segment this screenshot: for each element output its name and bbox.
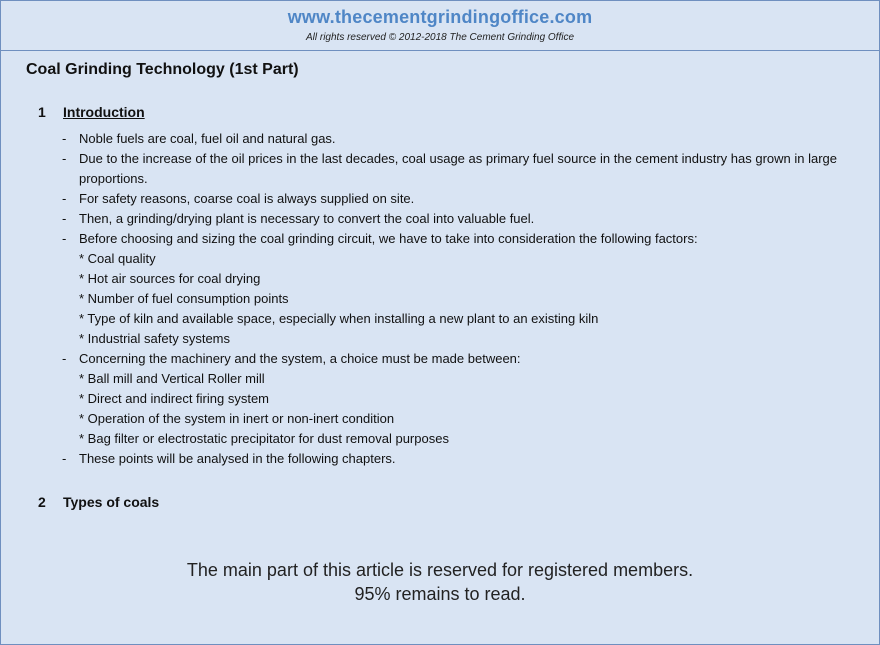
notice-line-2: 95% remains to read. [354,584,526,604]
sub-list-item: * Type of kiln and available space, especially when installing a new plant to an existing kiln [79,311,599,326]
sub-list-item: * Number of fuel consumption points [79,291,289,306]
sub-list-item: * Direct and indirect firing system [79,391,270,406]
members-only-notice [0,558,880,606]
list-item-text: For safety reasons, coarse coal is always supplied on site. [79,191,415,206]
list-item-text: Due to the increase of the oil prices in the last decades, coal usage as primary fuel source in the cement industry has grown in large proportions. [79,151,838,186]
list-item [62,189,852,209]
notice-line-1: The main part of this article is reserved for registered members. [186,560,694,580]
list-item-text: Concerning the machinery and the system, a choice must be made between: [79,351,521,366]
bullet-marker: - [62,451,67,466]
bullet-marker: - [62,351,67,366]
list-item-text: Then, a grinding/drying plant is necessary to convert the coal into valuable fuel. [79,211,535,226]
section-title: Introduction [63,104,145,120]
list-item-text: Noble fuels are coal, fuel oil and natural gas. [79,131,336,146]
list-item [62,209,852,229]
sub-list-item: * Operation of the system in inert or non-inert condition [79,411,395,426]
copyright-notice: All rights reserved © 2012-2018 The Cement Grinding Office [305,32,575,43]
page-title: Coal Grinding Technology (1st Part) [26,61,299,78]
sub-list-item: * Hot air sources for coal drying [79,271,261,286]
list-item [62,449,852,469]
bullet-marker: - [62,151,67,166]
section-number: 2 [38,494,46,510]
section-title: Types of coals [63,494,160,510]
list-item [62,229,852,349]
list-item-text: These points will be analysed in the following chapters. [79,451,396,466]
sub-list-item: * Industrial safety systems [79,331,230,346]
list-item-text: Before choosing and sizing the coal grinding circuit, we have to take into consideration the following factors: [79,231,698,246]
site-url-link[interactable]: www.thecementgrindingoffice.com [287,7,593,27]
introduction-bullet-list [62,129,852,469]
list-item [62,129,852,149]
bullet-marker: - [62,211,67,226]
sub-list-item: * Bag filter or electrostatic precipitator for dust removal purposes [79,431,449,446]
page-header [1,1,879,51]
section-heading-types-of-coals [38,494,159,510]
sub-list-item: * Ball mill and Vertical Roller mill [79,371,265,386]
sub-list-item: * Coal quality [79,251,156,266]
section-heading-introduction [38,104,145,120]
list-item [62,149,852,189]
bullet-marker: - [62,231,67,246]
section-number: 1 [38,104,46,120]
bullet-marker: - [62,131,67,146]
bullet-marker: - [62,191,67,206]
list-item [62,349,852,449]
